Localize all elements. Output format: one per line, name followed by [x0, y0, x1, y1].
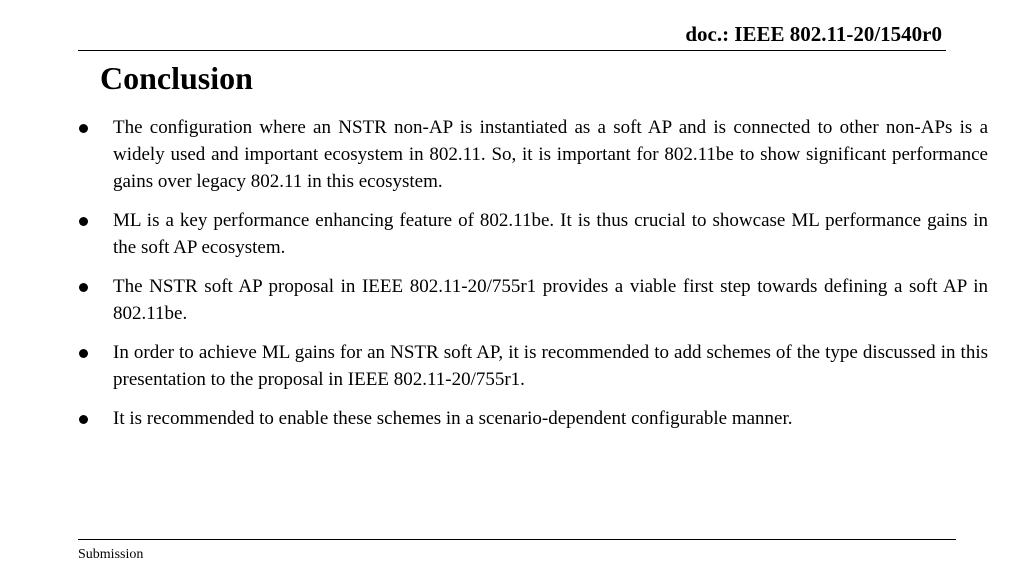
bullet-item [78, 339, 988, 393]
bullet-item [78, 405, 988, 432]
bullet-text: ML is a key performance enhancing feature of 802.11be. It is thus crucial to showcase ML performance gains in the soft AP ecosystem. [113, 210, 988, 258]
bullet-text: It is recommended to enable these schemes in a scenario-dependent configurable manner. [113, 408, 793, 429]
bullet-dot-icon [79, 349, 88, 358]
bullet-text: The configuration where an NSTR non-AP is instantiated as a soft AP and is connected to other non-APs is a widely used and important ecosystem in 802.11. So, it is important for 802.11be to show significant performance gains over legacy 802.11 in this ecosystem. [113, 117, 988, 192]
footer-submission-label: Submission [78, 547, 144, 562]
bullet-dot-icon [79, 415, 88, 424]
slide-title: Conclusion [100, 60, 253, 96]
bullet-dot-icon [79, 217, 88, 226]
bullet-item [78, 114, 988, 195]
bullet-dot-icon [79, 283, 88, 292]
bullet-text: In order to achieve ML gains for an NSTR soft AP, it is recommended to add schemes of the type discussed in this presentation to the proposal in IEEE 802.11-20/755r1. [113, 342, 988, 390]
header-divider [78, 50, 946, 51]
bullet-item [78, 273, 988, 327]
bullet-text: The NSTR soft AP proposal in IEEE 802.11-20/755r1 provides a viable first step towards defining a soft AP in 802.11be. [113, 276, 988, 324]
document-id: doc.: IEEE 802.11-20/1540r0 [685, 22, 942, 46]
bullet-list [78, 114, 988, 444]
bullet-dot-icon [79, 124, 88, 133]
footer-divider [78, 539, 956, 540]
bullet-item [78, 207, 988, 261]
